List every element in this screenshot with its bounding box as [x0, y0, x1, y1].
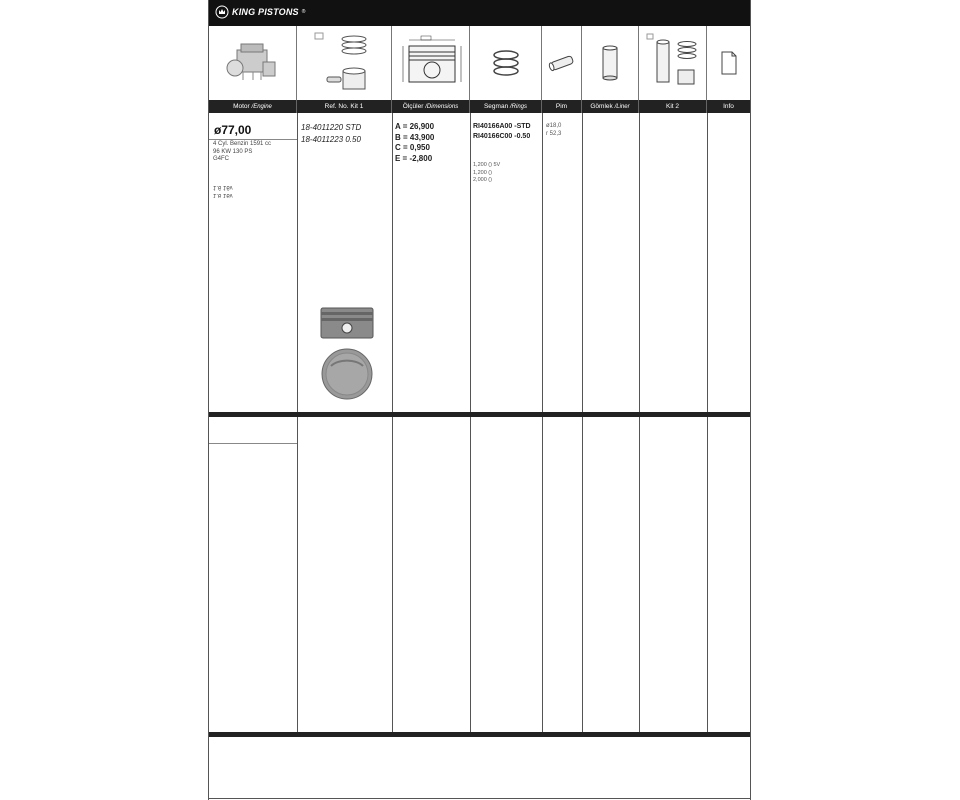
bottom-border: [209, 798, 750, 799]
engine-notes: [213, 183, 233, 198]
grid-line: [392, 113, 393, 733]
engine-note: 1.6 16v: [213, 192, 233, 198]
pin-specs: [546, 122, 561, 138]
grid-line: [297, 113, 298, 733]
ring-details: [473, 162, 500, 185]
brand-name: KING PISTONS: [232, 7, 299, 17]
liner-icon: [582, 26, 639, 100]
dimension-c: C = 0,950: [395, 143, 430, 152]
ring-ref-oversize[interactable]: RI40166C00 -0.50: [473, 133, 531, 140]
engine-note: 1.6 16v: [213, 184, 233, 191]
row-separator: [209, 412, 750, 417]
kit-ref-oversize[interactable]: 18-4011223 0.50: [301, 135, 361, 144]
grid-line: [470, 113, 471, 733]
pin-icon: [542, 26, 582, 100]
piston-side-view: [317, 302, 377, 402]
catalog-sheet: [208, 0, 751, 800]
header-kit2: Kit 2: [639, 100, 707, 113]
grid-line: [707, 113, 708, 733]
engine-line: 96 KW 130 PS: [213, 148, 253, 155]
ring-refs: [473, 122, 531, 142]
header-rings: Segman /Rings: [470, 100, 542, 113]
pin-diameter: ø18,0: [546, 123, 562, 129]
column-header-row: [209, 100, 750, 113]
kit1-icon: [297, 26, 392, 100]
bore-diameter: ø77,00: [214, 123, 252, 137]
kit-ref-std[interactable]: 18-4011220 STD: [301, 123, 362, 132]
dimensions-icon: [392, 26, 470, 100]
header-pin: Pim: [542, 100, 582, 113]
header-liner: Gömlek /Liner: [582, 100, 639, 113]
dimensions-list: [395, 122, 434, 164]
engine-icon: [209, 26, 297, 100]
header-motor: Motor /Engine: [209, 100, 297, 113]
header-dimensions: Ölçüler /Dimensions: [392, 100, 470, 113]
pin-length: r 52,3: [546, 131, 562, 137]
dimension-e: E = -2,800: [395, 153, 433, 163]
dimension-b: B = 43,900: [395, 132, 435, 142]
engine-line: 4 Cyl. Benzin 1591 cc: [213, 141, 272, 147]
kit2-icon: [639, 26, 707, 100]
dimension-a: A = 26,900: [395, 122, 435, 131]
bore-underline: [209, 139, 297, 140]
grid-line: [542, 113, 543, 733]
icon-row: [209, 26, 750, 100]
ring-ref-std[interactable]: RI40166A00 -STD: [473, 123, 531, 130]
grid-line: [582, 113, 583, 733]
header-ref: Ref. No. Kit 1: [297, 100, 392, 113]
header-info: Info: [723, 103, 734, 110]
registered-mark: ®: [301, 9, 306, 15]
brand-logo: [215, 5, 305, 19]
top-bar: [209, 0, 750, 26]
info-document-icon: [707, 26, 750, 100]
grid-line: [639, 113, 640, 733]
kit1-refs: [301, 122, 361, 146]
rings-icon: [470, 26, 542, 100]
engine-line: G4FC: [213, 156, 230, 162]
empty-row-underline: [209, 443, 297, 444]
engine-specs: [213, 141, 271, 164]
ring-detail: 1,200 () 5V: [473, 162, 501, 168]
ring-detail: 2,000 (): [473, 177, 492, 183]
ring-detail: 1,200 (): [473, 169, 492, 176]
row-separator: [209, 732, 750, 737]
king-crown-icon: [215, 5, 229, 19]
